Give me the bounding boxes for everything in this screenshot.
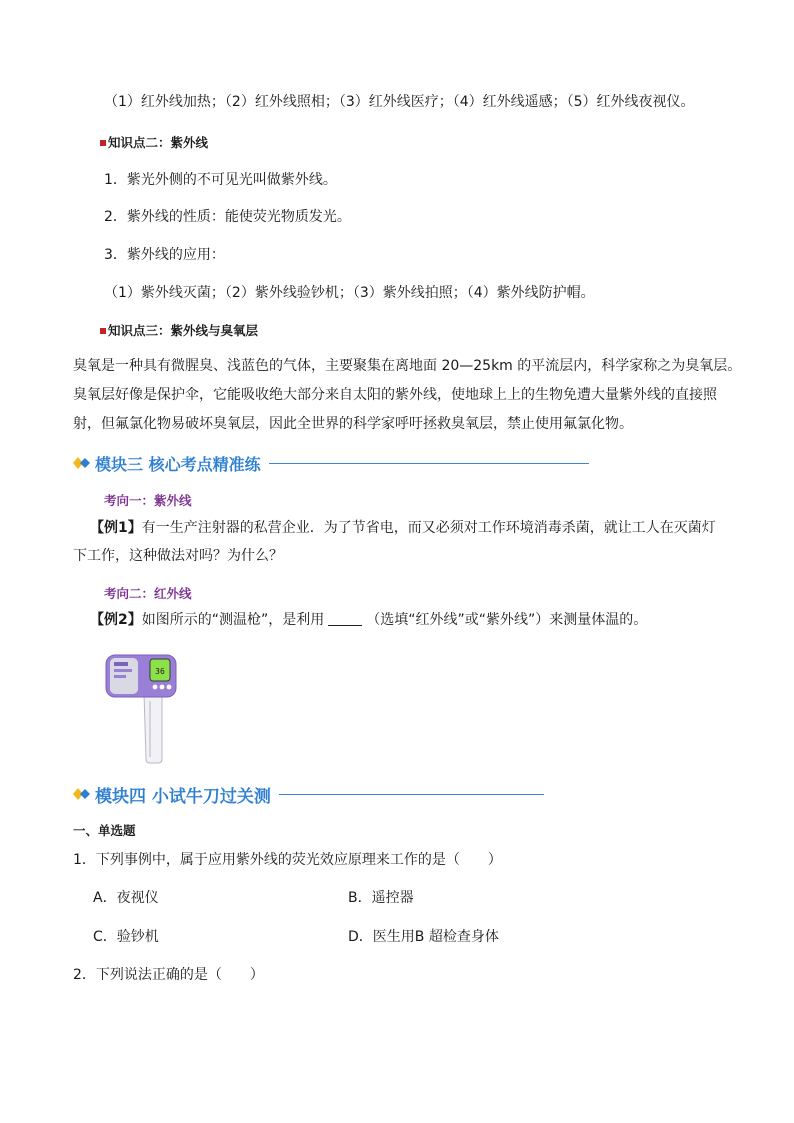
example-2-tag: 【例2】 xyxy=(90,612,142,628)
answer-blank[interactable] xyxy=(328,611,362,626)
question-1: 1．下列事例中，属于应用紫外线的荧光效应原理来工作的是（ ） xyxy=(73,852,502,868)
example-1-line-2: 下工作，这种做法对吗？为什么？ xyxy=(73,548,283,564)
module-4-title: 模块四 小试牛刀过关测 xyxy=(95,786,271,807)
kp2-item-3: 3．紫外线的应用： xyxy=(104,247,225,263)
section-single-choice: 一、单选题 xyxy=(73,823,136,838)
example-1-line-1 xyxy=(90,518,716,538)
example-1-text: 有一生产注射器的私营企业．为了节省电，而又必须对工作环境消毒杀菌，就让工人在灭菌灯 xyxy=(141,520,716,536)
module-3-title: 模块三 核心考点精准练 xyxy=(95,454,261,474)
question-2: 2．下列说法正确的是（ ） xyxy=(73,967,264,983)
red-square-icon xyxy=(100,328,106,334)
ozone-paragraph-line-2: 臭氧层好像是保护伞，它能吸收绝大部分来自太阳的紫外线，使地球上上的生物免遭大量紫外线的直接照 xyxy=(73,387,717,403)
module-4-header xyxy=(73,783,544,805)
example-2-text-before: 如图所示的“测温枪”，是利用 xyxy=(141,612,325,628)
q1-option-c[interactable]: C．验钞机 xyxy=(93,929,159,945)
q1-option-b[interactable]: B．遥控器 xyxy=(348,890,414,906)
module-4-rule xyxy=(279,794,544,795)
kp2-item-2: 2．紫外线的性质：能使荧光物质发光。 xyxy=(104,209,351,225)
uv-applications: （1）紫外线灭菌；（2）紫外线验钞机；（3）紫外线拍照；（4）紫外线防护帽。 xyxy=(104,285,595,301)
kp2-title: 知识点二：紫外线 xyxy=(108,135,209,150)
example-1-tag: 【例1】 xyxy=(90,520,142,536)
kp3-title: 知识点三：紫外线与臭氧层 xyxy=(108,323,259,338)
ozone-paragraph-line-3: 射，但氟氯化物易破坏臭氧层，因此全世界的科学家呼吁拯救臭氧层，禁止使用氟氯化物。 xyxy=(73,416,633,432)
ozone-paragraph-line-1: 臭氧是一种具有微腥臭、浅蓝色的气体，主要聚集在离地面 20—25km 的平流层内，科学家称之为臭氧层。 xyxy=(73,358,742,374)
direction-2: 考向二：红外线 xyxy=(104,586,192,601)
module-3-rule xyxy=(269,463,589,464)
knowledge-point-2-heading xyxy=(100,133,208,153)
kp2-item-1: 1．紫光外侧的不可见光叫做紫外线。 xyxy=(104,172,337,188)
svg-text:36: 36 xyxy=(155,667,165,676)
direction-1: 考向一：紫外线 xyxy=(104,493,192,508)
example-2-line xyxy=(90,610,647,630)
q1-option-a[interactable]: A．夜视仪 xyxy=(93,890,159,906)
knowledge-point-3-heading xyxy=(100,321,258,341)
module-3-header xyxy=(73,452,589,474)
double-diamond-icon xyxy=(73,787,91,801)
double-diamond-icon xyxy=(73,456,91,470)
example-2-text-after: （选填“红外线”或“紫外线”）来测量体温的。 xyxy=(366,612,648,628)
infrared-thermometer-image xyxy=(104,645,180,765)
ir-applications: （1）红外线加热；（2）红外线照相；（3）红外线医疗；（4）红外线遥感；（5）红外线夜视仪。 xyxy=(104,94,695,110)
q1-option-d[interactable]: D．医生用B 超检查身体 xyxy=(348,929,499,945)
red-square-icon xyxy=(100,140,106,146)
